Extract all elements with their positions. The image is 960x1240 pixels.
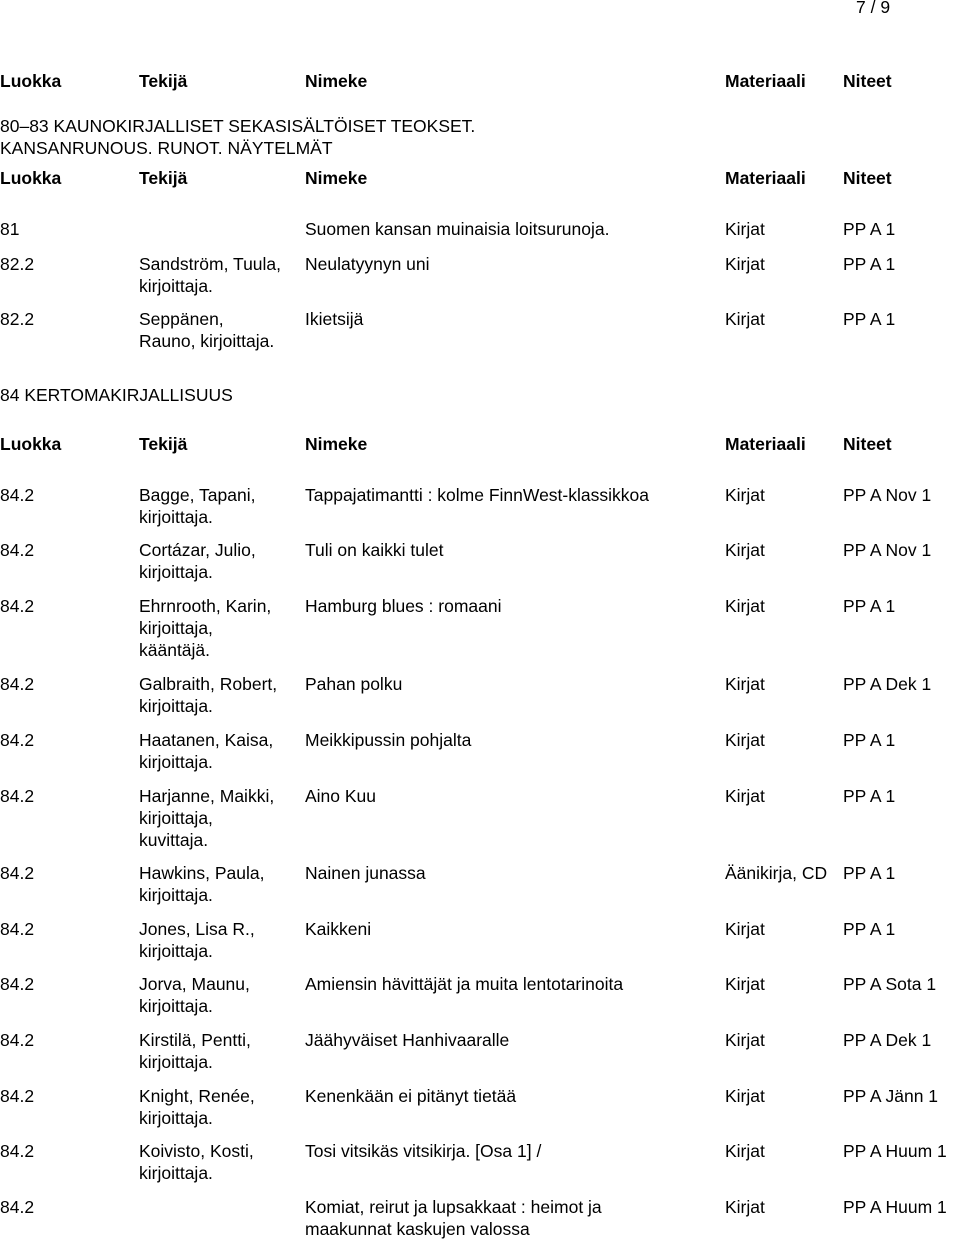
cell-luokka: 84.2 xyxy=(0,485,35,505)
cell-luokka: 84.2 xyxy=(0,974,35,994)
cell-tekija: Cortázar, Julio, kirjoittaja. xyxy=(139,540,256,582)
header-materiaali: Materiaali xyxy=(725,168,806,188)
cell-nimeke: Jäähyväiset Hanhivaaralle xyxy=(305,1030,510,1050)
cell-luokka: 84.2 xyxy=(0,863,35,883)
section-heading: 80–83 KAUNOKIRJALLISET SEKASISÄLTÖISET TEOKSET. KANSANRUNOUS. RUNOT. NÄYTELMÄT xyxy=(0,116,476,158)
cell-nimeke: Tappajatimantti : kolme FinnWest-klassikkoa xyxy=(305,485,649,505)
cell-materiaali: Kirjat xyxy=(725,674,765,694)
cell-luokka: 81 xyxy=(0,219,20,239)
cell-tekija: Sandström, Tuula, kirjoittaja. xyxy=(139,254,282,296)
cell-tekija: Jones, Lisa R., kirjoittaja. xyxy=(139,919,255,961)
cell-luokka: 82.2 xyxy=(0,254,35,274)
cell-materiaali: Kirjat xyxy=(725,974,765,994)
column-header-row xyxy=(0,70,960,92)
cell-nimeke: Amiensin hävittäjät ja muita lentotarinoita xyxy=(305,974,624,994)
header-luokka: Luokka xyxy=(0,168,62,188)
column-header-row xyxy=(0,433,960,455)
header-tekija: Tekijä xyxy=(139,168,188,188)
cell-luokka: 84.2 xyxy=(0,1141,35,1161)
cell-niteet: PP A 1 xyxy=(843,254,896,274)
cell-materiaali: Kirjat xyxy=(725,1197,765,1217)
cell-materiaali: Äänikirja, CD xyxy=(725,863,828,883)
cell-niteet: PP A Jänn 1 xyxy=(843,1086,939,1106)
cell-tekija: Bagge, Tapani, kirjoittaja. xyxy=(139,485,256,527)
cell-tekija: Knight, Renée, kirjoittaja. xyxy=(139,1086,255,1128)
cell-luokka: 84.2 xyxy=(0,730,35,750)
cell-tekija: Haatanen, Kaisa, kirjoittaja. xyxy=(139,730,274,772)
header-niteet: Niteet xyxy=(843,168,892,188)
cell-niteet: PP A 1 xyxy=(843,863,896,883)
cell-nimeke: Tosi vitsikäs vitsikirja. [Osa 1] / xyxy=(305,1141,542,1161)
cell-nimeke: Tuli on kaikki tulet xyxy=(305,540,444,560)
cell-niteet: PP A 1 xyxy=(843,730,896,750)
cell-luokka: 84.2 xyxy=(0,1030,35,1050)
cell-materiaali: Kirjat xyxy=(725,596,765,616)
cell-niteet: PP A Nov 1 xyxy=(843,540,932,560)
header-tekija: Tekijä xyxy=(139,71,188,91)
cell-niteet: PP A 1 xyxy=(843,786,896,806)
cell-materiaali: Kirjat xyxy=(725,919,765,939)
cell-nimeke: Meikkipussin pohjalta xyxy=(305,730,472,750)
cell-materiaali: Kirjat xyxy=(725,219,765,239)
page-number: 7 / 9 xyxy=(856,0,891,17)
cell-niteet: PP A 1 xyxy=(843,596,896,616)
cell-materiaali: Kirjat xyxy=(725,1086,765,1106)
header-materiaali: Materiaali xyxy=(725,434,806,454)
cell-materiaali: Kirjat xyxy=(725,485,765,505)
cell-niteet: PP A Dek 1 xyxy=(843,674,932,694)
cell-tekija: Galbraith, Robert, kirjoittaja. xyxy=(139,674,278,716)
cell-tekija: Kirstilä, Pentti, kirjoittaja. xyxy=(139,1030,251,1072)
cell-niteet: PP A Nov 1 xyxy=(843,485,932,505)
cell-tekija: Harjanne, Maikki, kirjoittaja, kuvittaja. xyxy=(139,786,275,850)
cell-tekija: Seppänen, Rauno, kirjoittaja. xyxy=(139,309,275,351)
cell-nimeke: Hamburg blues : romaani xyxy=(305,596,502,616)
cell-niteet: PP A 1 xyxy=(843,919,896,939)
cell-nimeke: Kenenkään ei pitänyt tietää xyxy=(305,1086,517,1106)
cell-luokka: 84.2 xyxy=(0,919,35,939)
header-luokka: Luokka xyxy=(0,71,62,91)
cell-tekija: Jorva, Maunu, kirjoittaja. xyxy=(139,974,250,1016)
cell-niteet: PP A 1 xyxy=(843,309,896,329)
header-niteet: Niteet xyxy=(843,434,892,454)
cell-nimeke: Ikietsijä xyxy=(305,309,364,329)
section-heading: 84 KERTOMAKIRJALLISUUS xyxy=(0,385,233,405)
cell-luokka: 84.2 xyxy=(0,1197,35,1217)
cell-niteet: PP A Huum 1 xyxy=(843,1197,947,1217)
cell-materiaali: Kirjat xyxy=(725,1030,765,1050)
cell-nimeke: Kaikkeni xyxy=(305,919,372,939)
header-nimeke: Nimeke xyxy=(305,168,368,188)
cell-materiaali: Kirjat xyxy=(725,730,765,750)
cell-materiaali: Kirjat xyxy=(725,254,765,274)
cell-tekija: Hawkins, Paula, kirjoittaja. xyxy=(139,863,265,905)
header-tekija: Tekijä xyxy=(139,434,188,454)
column-header-row xyxy=(0,167,960,189)
cell-nimeke: Nainen junassa xyxy=(305,863,426,883)
header-nimeke: Nimeke xyxy=(305,434,368,454)
cell-tekija: Ehrnrooth, Karin, kirjoittaja, kääntäjä. xyxy=(139,596,272,660)
cell-niteet: PP A Huum 1 xyxy=(843,1141,947,1161)
header-niteet: Niteet xyxy=(843,71,892,91)
cell-luokka: 84.2 xyxy=(0,596,35,616)
cell-luokka: 82.2 xyxy=(0,309,35,329)
cell-nimeke: Aino Kuu xyxy=(305,786,377,806)
cell-luokka: 84.2 xyxy=(0,674,35,694)
cell-nimeke: Neulatyynyn uni xyxy=(305,254,430,274)
cell-nimeke: Pahan polku xyxy=(305,674,403,694)
header-luokka: Luokka xyxy=(0,434,62,454)
cell-nimeke: Komiat, reirut ja lupsakkaat : heimot ja maakunnat kaskujen valossa xyxy=(305,1197,602,1239)
cell-niteet: PP A 1 xyxy=(843,219,896,239)
header-materiaali: Materiaali xyxy=(725,71,806,91)
cell-nimeke: Suomen kansan muinaisia loitsurunoja. xyxy=(305,219,610,239)
cell-materiaali: Kirjat xyxy=(725,540,765,560)
cell-niteet: PP A Dek 1 xyxy=(843,1030,932,1050)
cell-materiaali: Kirjat xyxy=(725,786,765,806)
cell-luokka: 84.2 xyxy=(0,786,35,806)
cell-niteet: PP A Sota 1 xyxy=(843,974,937,994)
cell-materiaali: Kirjat xyxy=(725,1141,765,1161)
cell-tekija: Koivisto, Kosti, kirjoittaja. xyxy=(139,1141,254,1183)
cell-luokka: 84.2 xyxy=(0,540,35,560)
header-nimeke: Nimeke xyxy=(305,71,368,91)
cell-luokka: 84.2 xyxy=(0,1086,35,1106)
cell-materiaali: Kirjat xyxy=(725,309,765,329)
